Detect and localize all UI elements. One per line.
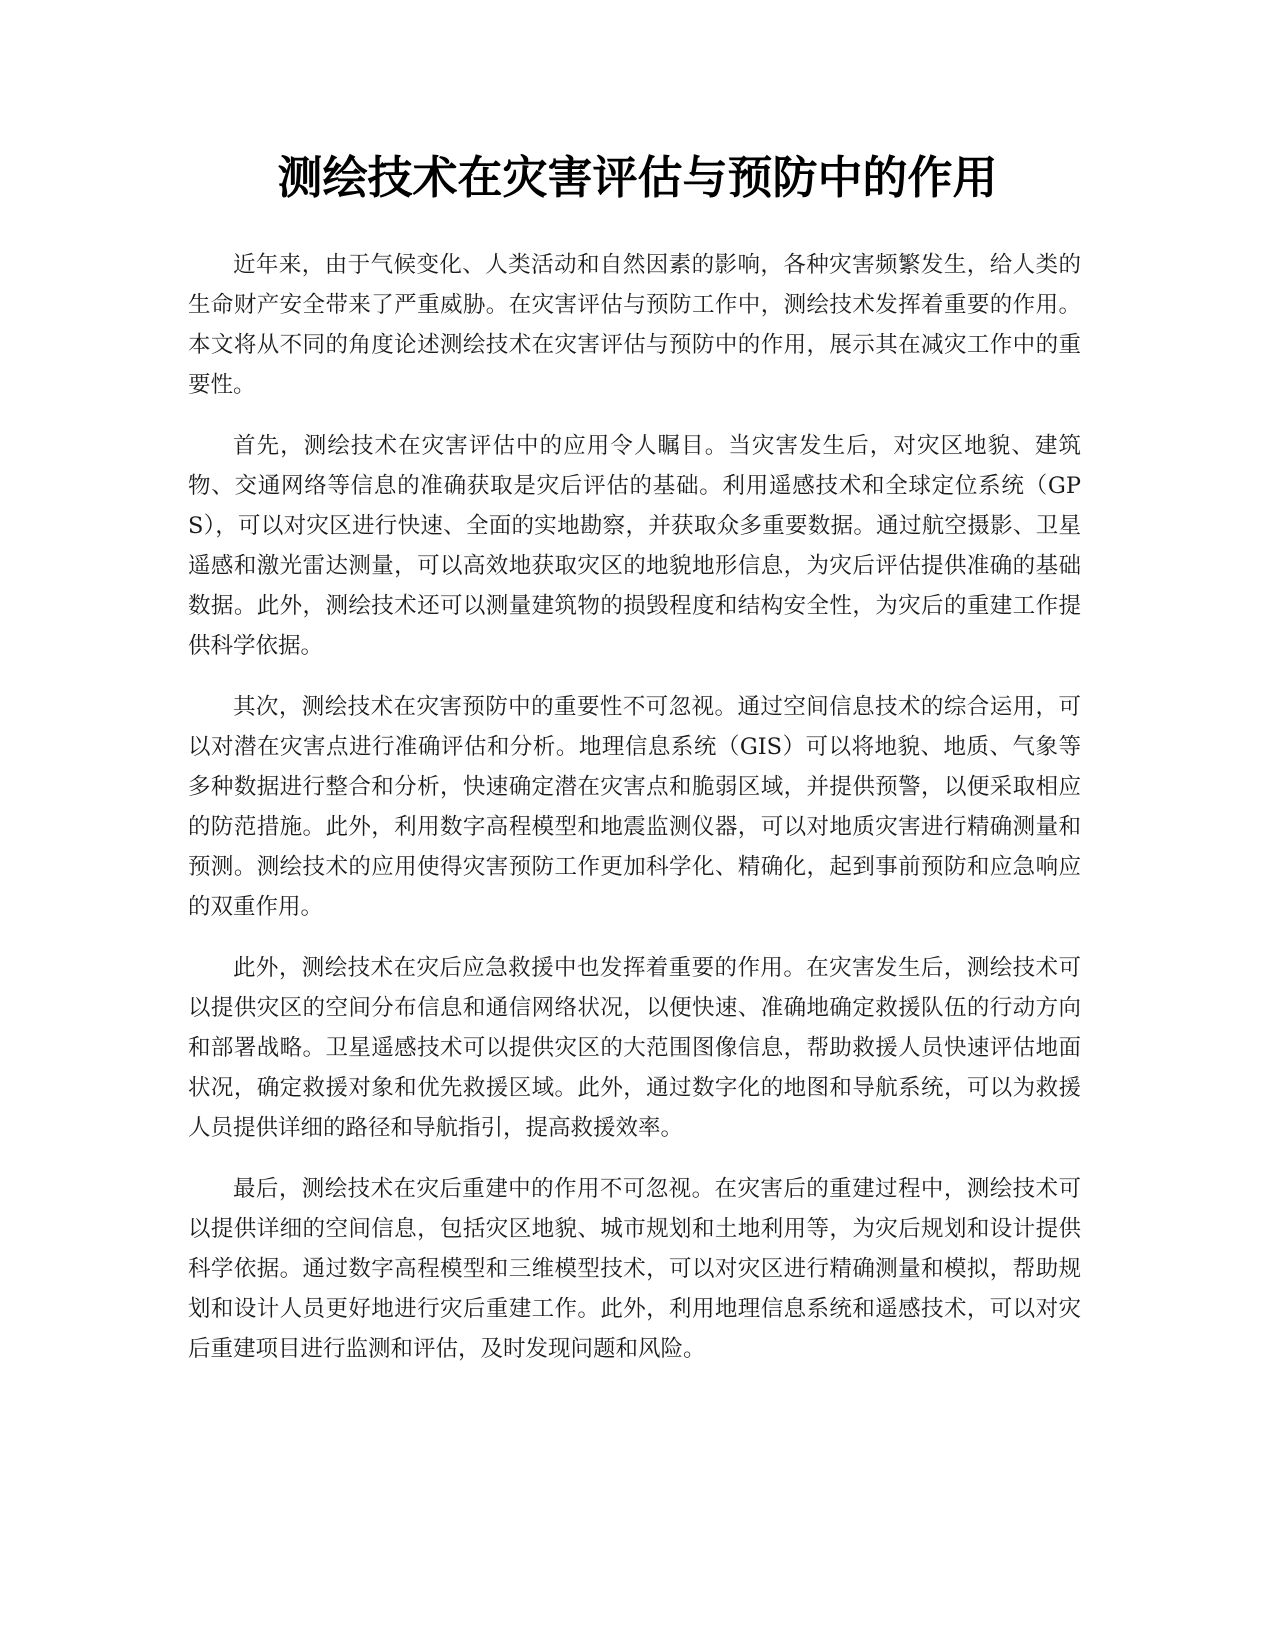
paragraph-intro: 近年来，由于气候变化、人类活动和自然因素的影响，各种灾害频繁发生，给人类的生命财产安全带来了严重威胁。在灾害评估与预防工作中，测绘技术发挥着重要的作用。本文将从不同的角度论述测绘技术在灾害评估与预防中的作用，展示其在减灾工作中的重要性。 xyxy=(188,252,1081,398)
document-title: 测绘技术在灾害评估与预防中的作用 xyxy=(277,151,998,204)
paragraph-rescue: 此外，测绘技术在灾后应急救援中也发挥着重要的作用。在灾害发生后，测绘技术可以提供灾区的空间分布信息和通信网络状况，以便快速、准确地确定救援队伍的行动方向和部署战略。卫星遥感技术可以提供灾区的大范围图像信息，帮助救援人员快速评估地面状况，确定救援对象和优先救援区域。此外，通过数字化的地图和导航系统，可以为救援人员提供详细的路径和导航指引，提高救援效率。 xyxy=(188,955,1081,1141)
paragraph-prevention: 其次，测绘技术在灾害预防中的重要性不可忽视。通过空间信息技术的综合运用，可以对潜在灾害点进行准确评估和分析。地理信息系统（GIS）可以将地貌、地质、气象等多种数据进行整合和分析，快速确定潜在灾害点和脆弱区域，并提供预警，以便采取相应的防范措施。此外，利用数字高程模型和地震监测仪器，可以对地质灾害进行精确测量和预测。测绘技术的应用使得灾害预防工作更加科学化、精确化，起到事前预防和应急响应的双重作用。 xyxy=(188,694,1081,920)
paragraph-reconstruction: 最后，测绘技术在灾后重建中的作用不可忽视。在灾害后的重建过程中，测绘技术可以提供详细的空间信息，包括灾区地貌、城市规划和土地利用等，为灾后规划和设计提供科学依据。通过数字高程模型和三维模型技术，可以对灾区进行精确测量和模拟，帮助规划和设计人员更好地进行灾后重建工作。此外，利用地理信息系统和遥感技术，可以对灾后重建项目进行监测和评估，及时发现问题和风险。 xyxy=(188,1176,1081,1362)
paragraph-assessment: 首先，测绘技术在灾害评估中的应用令人瞩目。当灾害发生后，对灾区地貌、建筑物、交通网络等信息的准确获取是灾后评估的基础。利用遥感技术和全球定位系统（GPS），可以对灾区进行快速、全面的实地勘察，并获取众多重要数据。通过航空摄影、卫星遥感和激光雷达测量，可以高效地获取灾区的地貌地形信息，为灾后评估提供准确的基础数据。此外，测绘技术还可以测量建筑物的损毁程度和结构安全性，为灾后的重建工作提供科学依据。 xyxy=(188,433,1081,659)
document-body xyxy=(188,245,1081,1390)
